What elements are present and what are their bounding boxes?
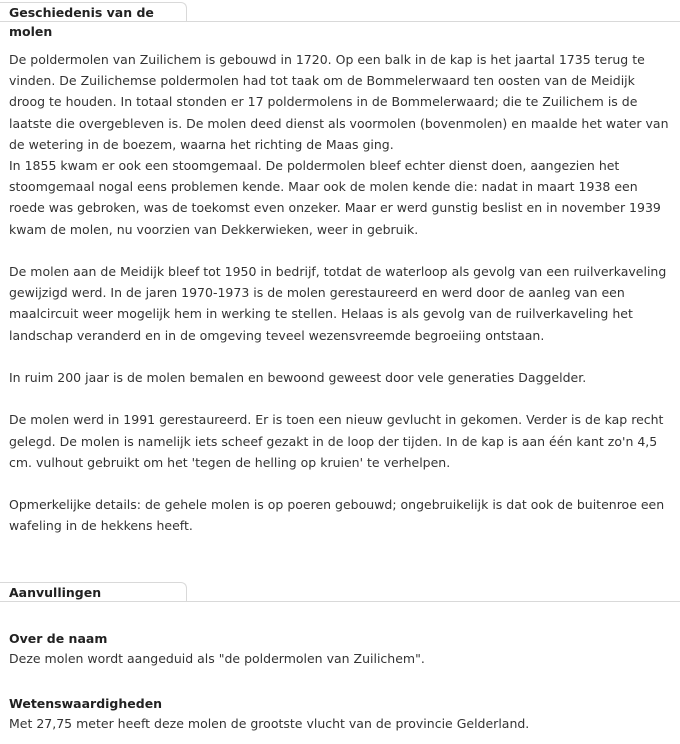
- history-paragraph: [9, 409, 669, 473]
- paragraph-line: De molen werd in 1991 gerestaureerd. Er is toen een nieuw gevlucht in gekomen. Verder is de kap recht gelegd. De molen is namelijk iets scheef gezakt in de loop der tijden. In de kap is aan één kant zo'n 4,5 cm. vulhout gebruikt om het 'tegen de helling op kruien' te verhelpen.: [9, 412, 664, 470]
- addition-label: Over de naam: [9, 631, 108, 646]
- paragraph-line: Opmerkelijke details: de gehele molen is op poeren gebouwd; ongebruikelijk is dat ook de buitenroe een wafeling in de hekkens heeft.: [9, 497, 665, 534]
- addition-item-name: [9, 629, 669, 669]
- history-paragraph: [9, 367, 669, 388]
- history-text: [9, 49, 669, 558]
- paragraph-line: In 1855 kwam er ook een stoomgemaal. De poldermolen bleef echter dienst doen, aangezien het stoomgemaal nogal eens problemen kende. Maar ook de molen kende die: nadat in maart 1938 een roede was gebroken, was de toekomst even onzeker. Maar er werd gunstig beslist en in november 1939 kwam de molen, nu voorzien van Dekkerwieken, weer in gebruik.: [9, 158, 661, 237]
- addition-label: Wetenswaardigheden: [9, 696, 163, 711]
- history-section-header: [0, 2, 680, 39]
- addition-text: Deze molen wordt aangeduid als "de poldermolen van Zuilichem".: [9, 651, 425, 666]
- paragraph-line: In ruim 200 jaar is de molen bemalen en bewoond geweest door vele generaties Daggelder.: [9, 370, 587, 386]
- history-paragraph: [9, 261, 669, 346]
- addition-text: Met 27,75 meter heeft deze molen de grootste vlucht van de provincie Gelderland.: [9, 716, 530, 731]
- header-divider: [0, 601, 680, 602]
- paragraph-line: De molen aan de Meidijk bleef tot 1950 in bedrijf, totdat de waterloop als gevolg van een ruilverkaveling gewijzigd werd. In de jaren 1970-1973 is de molen gerestaureerd en werd door de aanleg van een maalcircuit weer mogelijk hem in werking te stellen. Helaas is als gevolg van de ruilverkaveling het landschap veranderd en in de omgeving teveel wezensvreemde begroeiing ontstaan.: [9, 264, 667, 343]
- history-paragraph: [9, 49, 669, 240]
- paragraph-line: De poldermolen van Zuilichem is gebouwd in 1720. Op een balk in de kap is het jaartal 1735 terug te vinden. De Zuilichemse poldermolen had tot taak om de Bommelerwaard ten oosten van de Meidijk droog te houden. In totaal stonden er 17 poldermolens in de Bommelerwaard; die te Zuilichem is de laatste die overgebleven is. De molen deed dienst als voormolen (bovenmolen) en maalde het water van de wetering in de boezem, waarna het richting de Maas ging.: [9, 52, 669, 152]
- history-heading: Geschiedenis van de molen: [0, 2, 187, 21]
- additions-section-header: [0, 582, 680, 602]
- history-paragraph: [9, 494, 669, 536]
- addition-item-facts: [9, 694, 669, 734]
- additions-heading: Aanvullingen: [0, 582, 187, 601]
